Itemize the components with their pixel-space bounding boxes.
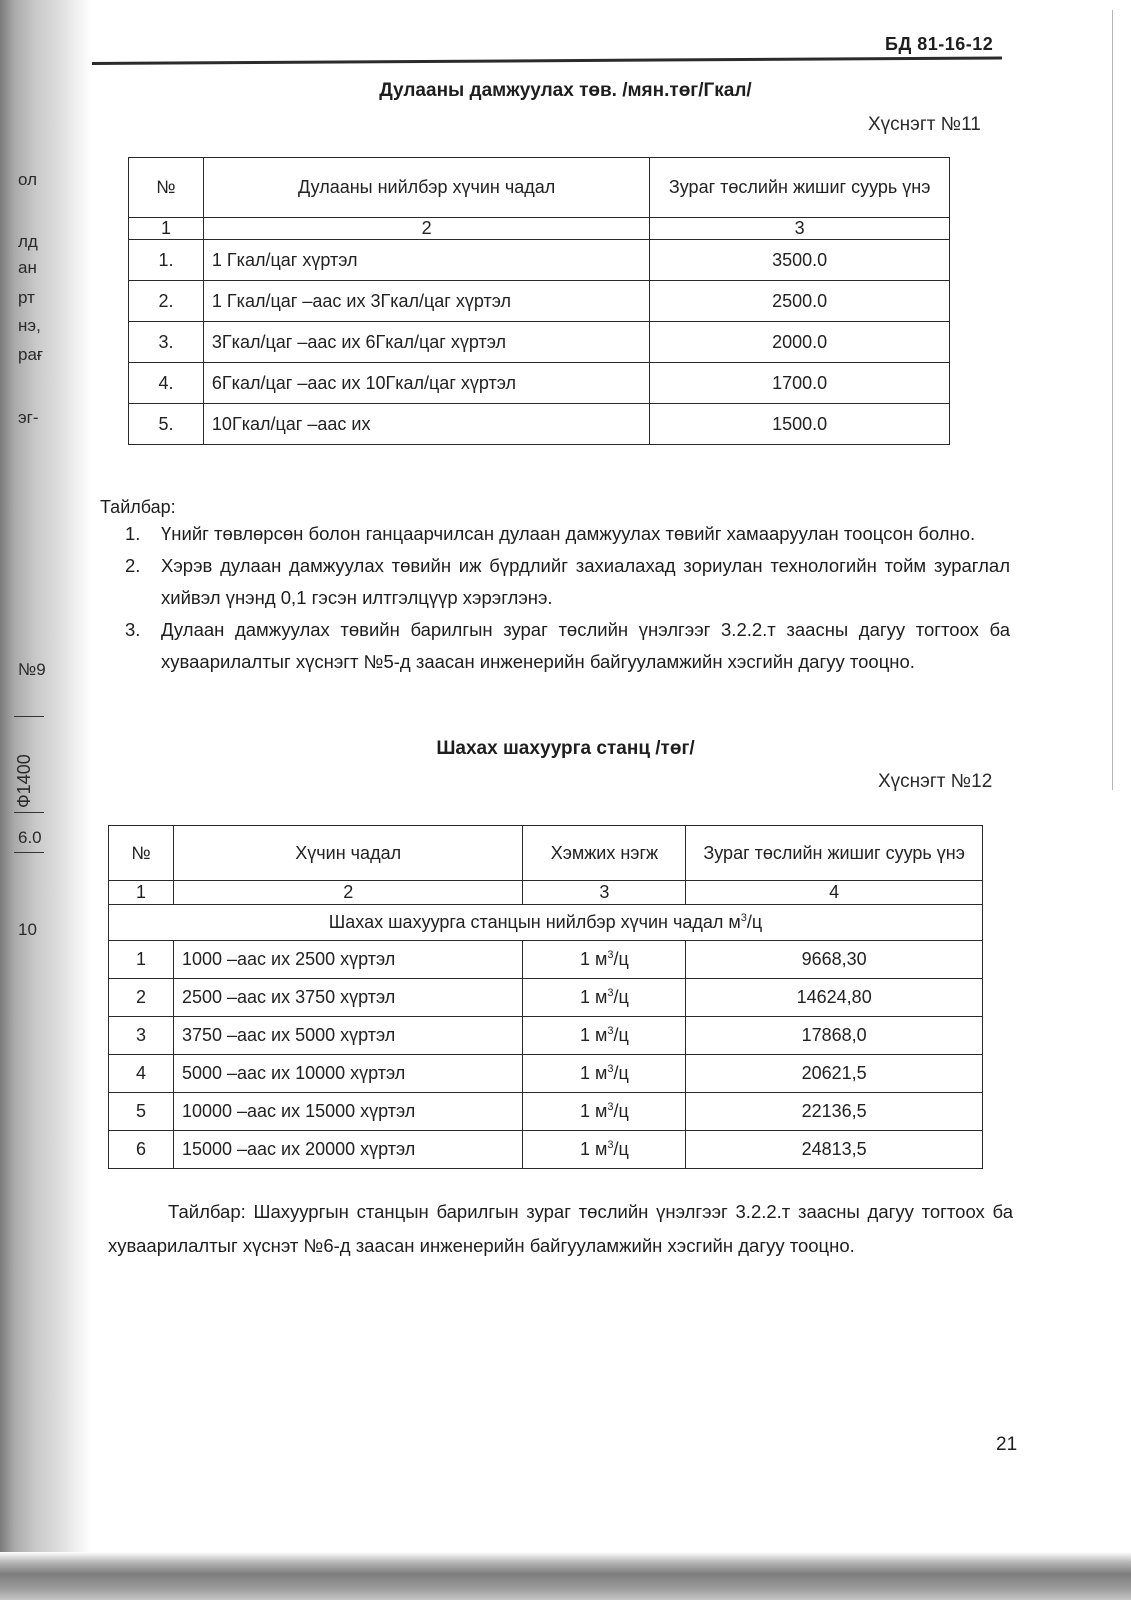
unit-prefix: 1 м <box>579 1139 608 1159</box>
unit-prefix: 1 м <box>579 1101 608 1121</box>
unit-superscript: 3 <box>607 949 614 961</box>
row-number: 2 <box>109 979 174 1017</box>
unit-cell <box>523 1017 686 1055</box>
note-number: 3. <box>125 619 141 640</box>
table-cell: 4 <box>686 881 983 905</box>
row-number: 2. <box>129 281 204 322</box>
table11-header-no: № <box>129 158 204 218</box>
margin-fragment: 6.0 <box>18 828 42 847</box>
table11 <box>128 157 950 445</box>
unit-cell <box>523 979 686 1017</box>
row-number: 6 <box>109 1131 174 1169</box>
margin-box-line <box>14 852 44 853</box>
section-superscript: 3 <box>740 912 747 924</box>
unit-suffix: /ц <box>613 1139 629 1159</box>
table12-header-no: № <box>109 826 174 881</box>
price-cell: 14624,80 <box>686 979 983 1017</box>
capacity-cell: 1000 –аас их 2500 хүртэл <box>173 941 523 979</box>
table12-index-row <box>109 881 983 905</box>
unit-cell <box>523 941 686 979</box>
note-item <box>125 614 1010 678</box>
margin-fragment: 10 <box>18 920 37 939</box>
row-number: 1 <box>109 941 174 979</box>
unit-suffix: /ц <box>613 1101 629 1121</box>
price-cell: 2500.0 <box>650 281 950 322</box>
scan-bottom-shadow <box>0 1552 1131 1600</box>
table-row <box>109 1017 983 1055</box>
margin-fragment: №9 <box>18 660 46 679</box>
price-cell: 9668,30 <box>686 941 983 979</box>
price-cell: 1700.0 <box>650 363 950 404</box>
capacity-cell: 15000 –аас их 20000 хүртэл <box>173 1131 523 1169</box>
notes-label: Тайлбар: <box>100 497 176 517</box>
unit-suffix: /ц <box>613 949 629 969</box>
capacity-cell: 10000 –аас их 15000 хүртэл <box>173 1093 523 1131</box>
table12-appendix-label: Хүснэгт №12 <box>878 771 993 792</box>
table12-header-capacity: Хүчин чадал <box>173 826 523 881</box>
price-cell: 3500.0 <box>650 240 950 281</box>
margin-fragment: лд <box>18 232 38 251</box>
unit-superscript: 3 <box>607 987 614 999</box>
table11-header-price: Зураг төслийн жишиг суурь үнэ <box>650 158 950 218</box>
table-row <box>129 240 950 281</box>
margin-box-line <box>14 716 44 717</box>
margin-fragment: Ф1400 <box>14 754 34 808</box>
unit-superscript: 3 <box>607 1101 614 1113</box>
table-row <box>129 404 950 445</box>
price-cell: 20621,5 <box>686 1055 983 1093</box>
capacity-cell: 6Гкал/цаг –аас их 10Гкал/цаг хүртэл <box>203 363 649 404</box>
unit-suffix: /ц <box>613 987 629 1007</box>
row-number: 3. <box>129 322 204 363</box>
note-text: Хэрэв дулаан дамжуулах төвийн иж бүрдлийг захиалахад зориулан технологийн тойм зураглал хийвэл үнэнд 0,1 гэсэн илтгэлцүүр хэрэглэнэ. <box>161 555 1010 608</box>
capacity-cell: 10Гкал/цаг –аас их <box>203 404 649 445</box>
table-row <box>129 281 950 322</box>
note-number: 2. <box>125 555 141 576</box>
table-cell: 3 <box>650 218 950 240</box>
margin-fragment: рағ <box>18 345 44 364</box>
table11-header-row <box>129 158 950 218</box>
document-code: БД 81-16-12 <box>885 34 994 54</box>
table11-header-capacity: Дулааны нийлбэр хүчин чадал <box>203 158 649 218</box>
page-number: 21 <box>996 1434 1018 1455</box>
capacity-cell: 2500 –аас их 3750 хүртэл <box>173 979 523 1017</box>
row-number: 1. <box>129 240 204 281</box>
unit-suffix: /ц <box>613 1063 629 1083</box>
table12-header-price: Зураг төслийн жишиг суурь үнэ <box>686 826 983 881</box>
table-row <box>129 363 950 404</box>
capacity-cell: 1 Гкал/цаг –аас их 3Гкал/цаг хүртэл <box>203 281 649 322</box>
note2-paragraph: Тайлбар: Шахуургын станцын барилгын зураг төслийн үнэлгээг 3.2.2.т заасны дагуу тогтоох ба хуваарилалтыг хүснэт №6-д заасан инженерийн байгууламжийн хэсгийн дагуу тооцно. <box>108 1201 1013 1256</box>
price-cell: 22136,5 <box>686 1093 983 1131</box>
capacity-cell: 3Гкал/цаг –аас их 6Гкал/цаг хүртэл <box>203 322 649 363</box>
table-cell: 3 <box>523 881 686 905</box>
row-number: 4 <box>109 1055 174 1093</box>
margin-fragment: нэ, <box>18 316 41 335</box>
unit-prefix: 1 м <box>579 987 608 1007</box>
table11-index-row <box>129 218 950 240</box>
section-cell <box>109 905 983 941</box>
margin-fragment: эг- <box>18 408 39 427</box>
section-suffix: /ц <box>746 912 763 932</box>
unit-superscript: 3 <box>607 1025 614 1037</box>
unit-prefix: 1 м <box>579 949 608 969</box>
row-number: 5. <box>129 404 204 445</box>
margin-box-line <box>14 812 44 813</box>
note-item <box>125 550 1010 614</box>
margin-fragment: ол <box>18 170 38 189</box>
capacity-cell: 1 Гкал/цаг хүртэл <box>203 240 649 281</box>
table-row <box>109 1055 983 1093</box>
unit-prefix: 1 м <box>579 1063 608 1083</box>
table12-title: Шахах шахуурга станц /төг/ <box>436 738 695 759</box>
note-text: Үнийг төвлөрсөн болон ганцаарчилсан дулаан дамжуулах төвийг хамааруулан тооцсон болно. <box>161 523 976 544</box>
header-rule <box>92 56 1002 65</box>
table-row <box>129 322 950 363</box>
table-row <box>109 941 983 979</box>
table-cell: 1 <box>109 881 174 905</box>
table11-title: Дулааны дамжуулах төв. /мян.төг/Гкал/ <box>379 80 752 101</box>
row-number: 4. <box>129 363 204 404</box>
price-cell: 17868,0 <box>686 1017 983 1055</box>
table12-header-unit: Хэмжих нэгж <box>523 826 686 881</box>
table-cell: 1 <box>129 218 204 240</box>
table-row <box>109 1131 983 1169</box>
price-cell: 1500.0 <box>650 404 950 445</box>
section-label: Шахах шахуурга станцын нийлбэр хүчин чадал м <box>328 912 741 932</box>
table-cell: 2 <box>173 881 523 905</box>
price-cell: 2000.0 <box>650 322 950 363</box>
unit-cell <box>523 1093 686 1131</box>
note-number: 1. <box>125 523 141 544</box>
unit-cell <box>523 1055 686 1093</box>
unit-superscript: 3 <box>607 1139 614 1151</box>
table-row <box>109 979 983 1017</box>
note-item <box>125 518 1010 550</box>
table12-section-row <box>109 905 983 941</box>
margin-fragment: ан <box>18 258 37 277</box>
unit-suffix: /ц <box>613 1025 629 1045</box>
unit-prefix: 1 м <box>579 1025 608 1045</box>
unit-cell <box>523 1131 686 1169</box>
scan-right-edge <box>1112 10 1113 790</box>
notes-list <box>125 518 1010 678</box>
table12-header-row <box>109 826 983 881</box>
row-number: 5 <box>109 1093 174 1131</box>
table-row <box>109 1093 983 1131</box>
table-cell: 2 <box>203 218 649 240</box>
margin-fragment: рт <box>18 288 35 307</box>
table11-appendix-label: Хүснэгт №11 <box>868 114 981 135</box>
price-cell: 24813,5 <box>686 1131 983 1169</box>
table12 <box>108 825 983 1169</box>
row-number: 3 <box>109 1017 174 1055</box>
note-text: Дулаан дамжуулах төвийн барилгын зураг төслийн үнэлгээг 3.2.2.т заасны дагуу тогтоох ба хуваарилалтыг хүснэгт №5-д заасан инженерийн байгууламжийн хэсгийн дагуу тооцно. <box>161 619 1010 672</box>
unit-superscript: 3 <box>607 1063 614 1075</box>
capacity-cell: 3750 –аас их 5000 хүртэл <box>173 1017 523 1055</box>
capacity-cell: 5000 –аас их 10000 хүртэл <box>173 1055 523 1093</box>
